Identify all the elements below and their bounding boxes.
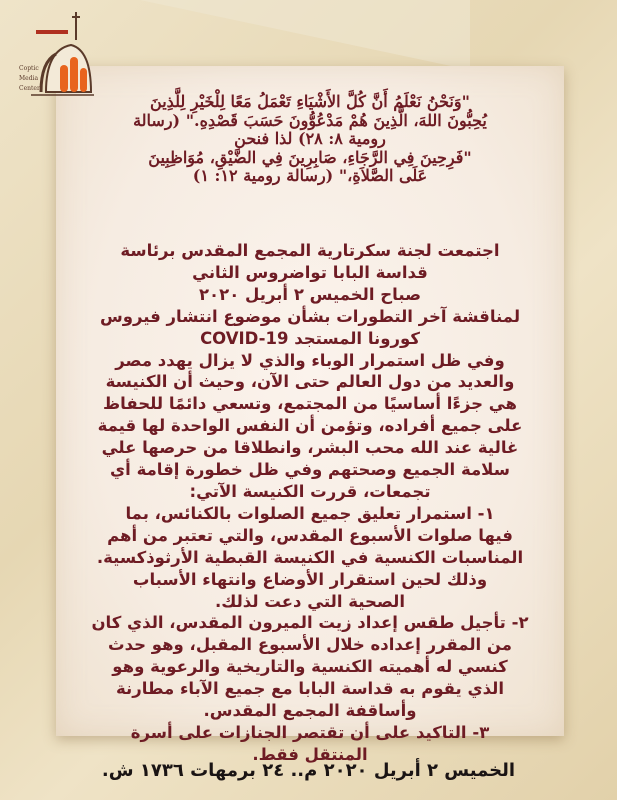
body-line: لمناقشة آخر التطورات بشأن موضوع انتشار فيروس [99, 306, 521, 326]
svg-text:Coptic: Coptic [19, 65, 39, 72]
body-line: ٢- تأجيل طقس إعداد زيت الميرون المقدس، الذي كان [91, 613, 529, 633]
body-line: المناسبات الكنسية في الكنيسة القبطية الأرثوذكسية. [96, 547, 524, 567]
body-line: الصحية التي دعت لذلك. [214, 591, 406, 611]
body-line: الذي يقوم به قداسة البابا مع جميع الآباء مطارنة [116, 679, 504, 699]
body-line: على جميع أفراده، وتؤمن أن النفس الواحدة لها قيمة [97, 416, 523, 436]
quote-line: "فَرِحِينَ فِي الرَّجَاءِ، صَابِرِينَ فِي الضَّيْقِ، مُوَاظِبِينَ [148, 147, 472, 167]
body-line: والعديد من دول العالم حتى الآن، وحيث أن الكنيسة [105, 372, 515, 392]
date-footer: الخميس ٢ أبريل ٢٠٢٠ م.. ٢٤ برمهات ١٧٣٦ ش. [101, 760, 516, 781]
coptic-media-center-logo [16, 10, 96, 105]
scripture-quote [70, 93, 550, 186]
body-line: وفي ظل استمرار الوباء والذي لا يزال يهدد مصر [115, 350, 505, 370]
announcement-body [66, 240, 554, 766]
body-line: ٣- التاكيد على أن تقتصر الجنازات على أسرة [130, 722, 490, 742]
body-line: فيها صلوات الأسبوع المقدس، والتي تعتبر من أهم [107, 525, 513, 545]
body-line: صباح الخميس ٢ أبريل ٢٠٢٠ [198, 284, 422, 304]
body-line: غالية عند الله محب البشر، وانطلاقا من حرصها علي [101, 438, 519, 458]
body-line: تجمعات، قررت الكنيسة الآتي: [189, 481, 431, 501]
body-line: وأساقفة المجمع المقدس. [203, 701, 417, 721]
body-line: سلامة الجميع وصحتهم وفي ظل خطورة إقامة أي [110, 460, 510, 480]
body-line: ١- استمرار تعليق جميع الصلوات بالكنائس، بما [125, 503, 495, 523]
quote-line: رومية ٨: ٢٨) لذا فنحن [234, 129, 386, 148]
quote-line: "وَنَحْنُ نَعْلَمُ أَنَّ كُلَّ الأَشْيَاءِ تَعْمَلُ مَعًا لِلْخَيْرِ لِلَّذِينَ [150, 92, 470, 111]
quote-line: عَلَى الصَّلاَةِ،" (رسالة رومية ١٢: ١) [192, 166, 428, 185]
body-line: من المقرر إعداده خلال الأسبوع المقبل، وهو حدث [108, 635, 512, 655]
background-fold [140, 0, 470, 70]
svg-text:Center: Center [19, 85, 40, 92]
quote-line: يُحِبُّونَ اللهَ، الَّذِينَ هُمْ مَدْعُوُّونَ حَسَبَ قَصْدِهِ." (رسالة [133, 110, 487, 130]
svg-text:Media: Media [19, 75, 39, 82]
body-line: اجتمعت لجنة سكرتارية المجمع المقدس برئاسة [120, 241, 500, 260]
body-line: قداسة البابا تواضروس الثاني [192, 262, 428, 282]
body-line: كنسي له أهميته الكنسية والتاريخية والرعوية وهو [112, 657, 508, 677]
body-line: هي جزءًا أساسيًا من المجتمع، وتسعي دائمًا للحفاظ [103, 394, 517, 414]
body-line: المنتقل فقط. [252, 744, 368, 764]
body-line: كورونا المستجد COVID-19 [200, 328, 420, 348]
body-line: وذلك لحين استقرار الأوضاع وانتهاء الأسباب [132, 569, 488, 589]
